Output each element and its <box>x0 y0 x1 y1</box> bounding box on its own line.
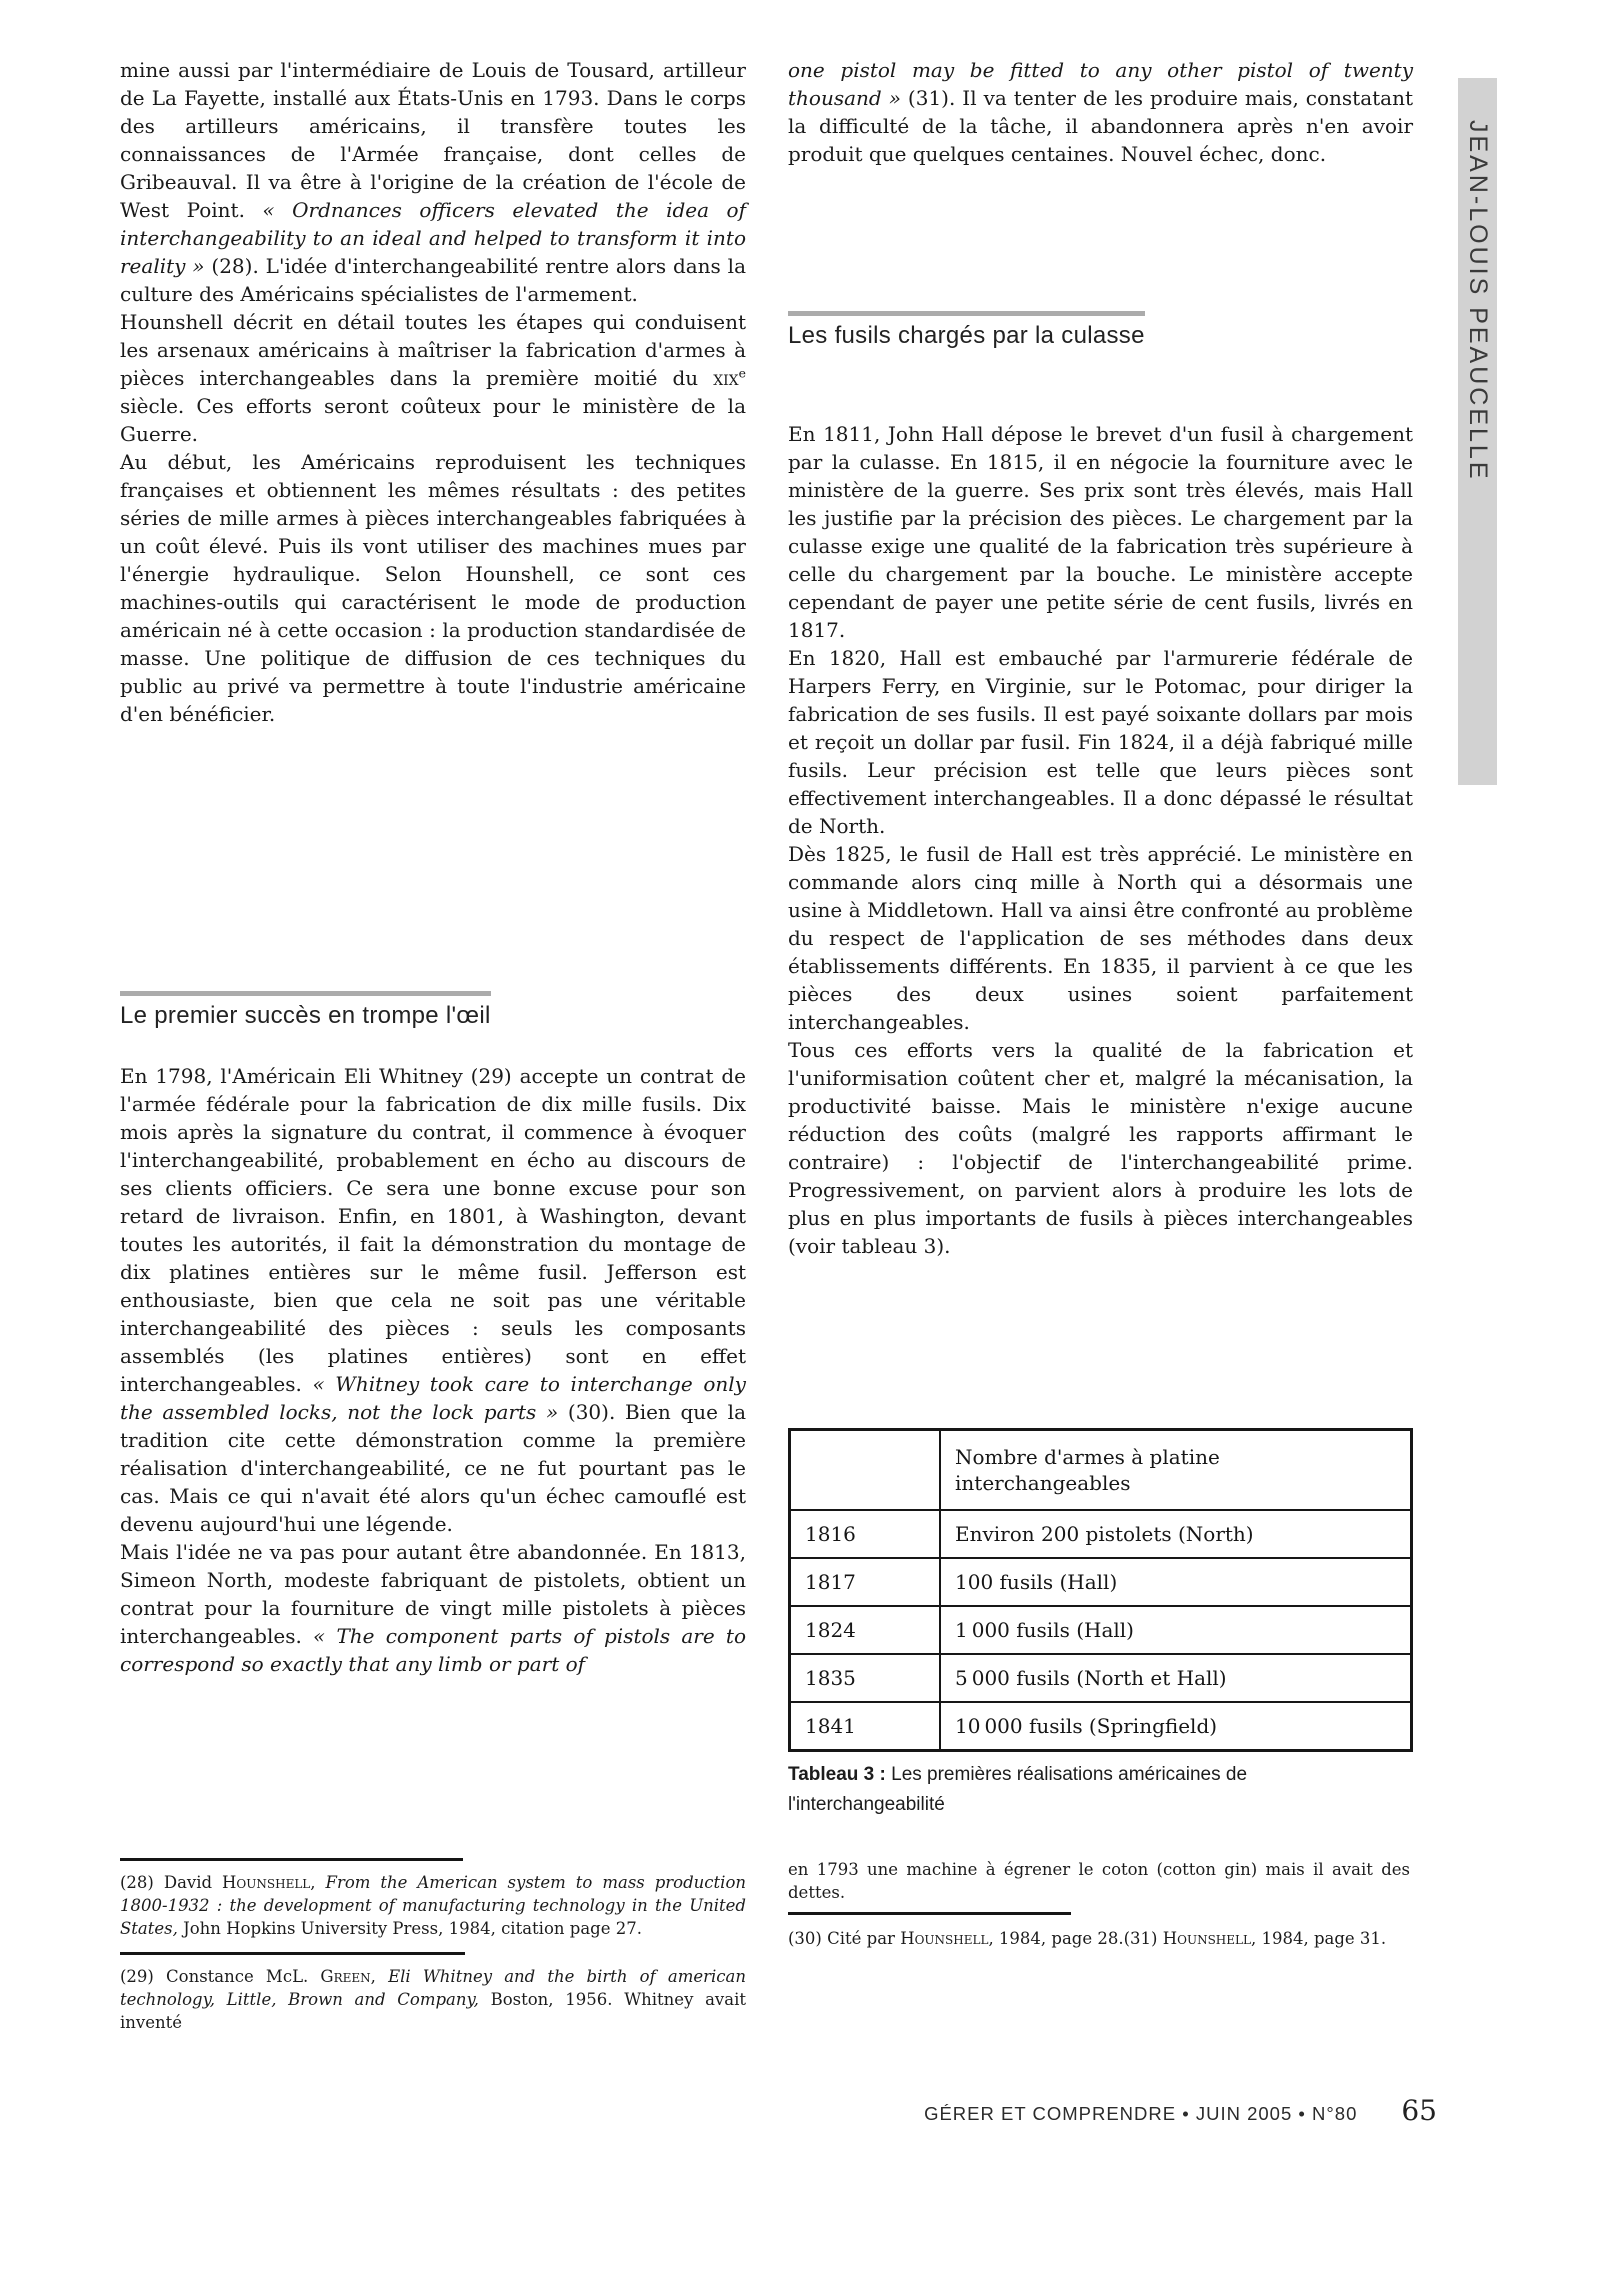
page-footer <box>120 2094 1437 2127</box>
century-superscript: e <box>738 365 746 381</box>
table-header <box>790 1430 1412 1511</box>
bullet-separator: • <box>1298 2103 1306 2124</box>
book-title: From the American system to mass production 1800-1932 : the development of manufacturing technology in the United States, <box>120 1873 746 1938</box>
right-column-block-1 <box>788 420 1413 1260</box>
table-caption-text: Les premières réalisations américaines de l'interchangeabilité <box>788 1764 1248 1815</box>
text-run: John Hopkins University Press, 1984, citation page 27. <box>177 1919 642 1938</box>
table-cell-value: Environ 200 pistolets (North) <box>940 1510 1412 1558</box>
text-run: (28) David <box>120 1873 223 1892</box>
table-row <box>790 1654 1412 1702</box>
text-run: Hounshell décrit en détail toutes les étapes qui conduisent les arsenaux américains à maîtriser la fabrication d'armes à pièces interchangeables dans la première moitié du <box>120 310 746 390</box>
table-header-row <box>790 1430 1412 1511</box>
page-number: 65 <box>1401 2094 1437 2127</box>
english-quote: one pistol may be fitted to any other pistol of twenty thousand » <box>788 58 1413 110</box>
issue-date: JUIN 2005 <box>1195 2103 1293 2124</box>
paragraph-au-debut <box>120 448 746 728</box>
table-cell-year: 1841 <box>790 1702 941 1751</box>
text-run: , 1984, page 31. <box>1250 1929 1387 1948</box>
text-run: En 1811, John Hall dépose le brevet d'un fusil à chargement par la culasse. En 1815, il en négocie la fourniture avec le ministère de la guerre. Ses prix sont très élevés, mais Hall les justifie par la précision des pièces. Le chargement par la culasse exige une qualité de la fabrication très supérieure à celle du chargement par la bouche. Le ministère accepte cependant de payer une petite série de cent fusils, livrés en 1817. <box>788 422 1413 642</box>
footnote-separator-rule <box>120 1858 463 1861</box>
left-column-block-2 <box>120 1062 746 1678</box>
english-quote: « Whitney took care to interchange only the assembled locks, not the lock parts » <box>120 1372 746 1424</box>
footnote-29 <box>120 1965 746 2034</box>
footnotes-left <box>120 1858 746 2034</box>
table-row <box>790 1606 1412 1654</box>
table-header-text: Nombre d'armes à platine interchangeables <box>955 1445 1220 1495</box>
text-run: Tous ces efforts vers la qualité de la fabrication et l'uniformisation coûtent cher et, malgré la mécanisation, la productivité baisse. Mais le ministère n'exige aucune réduction des coûts (malgré les rapports affirmant le contraire) : l'objectif de l'interchangeabilité prime. Progressivement, on parvient alors à produire les lots de plus en plus importants de fusils à pièces interchangeables (voir tableau 3). <box>788 1038 1413 1258</box>
table-cell-value: 1 000 fusils (Hall) <box>940 1606 1412 1654</box>
text-run: (30) Cité par <box>788 1929 901 1948</box>
footnotes-right <box>788 1858 1410 1950</box>
section-heading-premier-succes: Le premier succès en trompe l'œil <box>120 991 491 1030</box>
text-run: mine aussi par l'intermédiaire de Louis de Tousard, artilleur de La Fayette, installé aux États-Unis en 1793. Dans le corps des artilleurs américains, il transfère toutes les connaissances de l'Armée française, dont celles de Gribeauval. Il va être à l'origine de la création de l'école de West Point. <box>120 58 746 222</box>
section-heading-block-right <box>788 311 1145 350</box>
paragraph-one-pistol <box>788 56 1413 168</box>
text-run: Dès 1825, le fusil de Hall est très apprécié. Le ministère en commande alors cinq mille à North qui a désormais une usine à Middletown. Hall va ainsi être confronté au problème du respect de l'application de ses méthodes dans deux établissements différents. En 1835, il parvient à ce que les pièces des deux usines soient parfaitement interchangeables. <box>788 842 1413 1034</box>
table-cell-year: 1835 <box>790 1654 941 1702</box>
text-run: (31). Il va tenter de les produire mais, constatant la difficulté de la tâche, il abandonnera après n'en avoir produit que quelques centaines. Nouvel échec, donc. <box>788 86 1414 166</box>
section-heading-block-left <box>120 991 491 1030</box>
paragraph-hounshell <box>120 308 746 448</box>
paragraph-hall-1825 <box>788 840 1413 1036</box>
table-cell-value: 5 000 fusils (North et Hall) <box>940 1654 1412 1702</box>
table-cell-year: 1824 <box>790 1606 941 1654</box>
text-run: (30). Bien que la tradition cite cette démonstration comme la première réalisation d'interchangeabilité, ce ne fut pourtant pas le cas. Mais ce qui n'avait été alors qu'un échec camouflé est devenu aujourd'hui une légende. <box>120 1400 746 1536</box>
paragraph-north <box>120 1538 746 1678</box>
paragraph-hall-1811 <box>788 420 1413 644</box>
author-small-caps: Green <box>320 1967 371 1986</box>
table-row <box>790 1510 1412 1558</box>
text-run: en 1793 une machine à égrener le coton (cotton gin) mais il avait des dettes. <box>788 1860 1410 1902</box>
table-caption-label: Tableau 3 : <box>788 1764 886 1785</box>
footnote-separator-rule <box>120 1952 465 1955</box>
author-name: JEAN-LOUIS PEAUCELLE <box>1464 120 1492 482</box>
book-title: Eli Whitney and the birth of american technology, Little, Brown and Company, <box>120 1967 746 2009</box>
right-column-block-0 <box>788 56 1413 168</box>
footnote-30-31 <box>788 1927 1410 1950</box>
table-caption <box>788 1760 1388 1820</box>
paragraph-whitney <box>120 1062 746 1538</box>
table-cell-value: 100 fusils (Hall) <box>940 1558 1412 1606</box>
table-header-cell-label <box>940 1430 1412 1511</box>
journal-footer-line <box>924 2103 1357 2125</box>
text-run: , 1984, page 28.(31) <box>988 1929 1163 1948</box>
author-small-caps: Hounshell <box>900 1929 989 1948</box>
footnote-separator-rule <box>788 1912 1071 1915</box>
text-run: siècle. Ces efforts seront coûteux pour le ministère de la Guerre. <box>120 394 746 446</box>
text-run: Boston, 1956. Whitney avait inventé <box>120 1990 746 2032</box>
footnote-29-continuation <box>788 1858 1410 1904</box>
english-quote: « The component parts of pistols are to correspond so exactly that any limb or part of <box>120 1624 746 1676</box>
table-row <box>790 1558 1412 1606</box>
author-sidebar <box>1458 78 1497 785</box>
author-small-caps: Hounshell <box>1162 1929 1251 1948</box>
table-cell-value: 10 000 fusils (Springfield) <box>940 1702 1412 1751</box>
text-run: En 1820, Hall est embauché par l'armurerie fédérale de Harpers Ferry, en Virginie, sur le Potomac, pour diriger la fabrication de ses fusils. Il est payé soixante dollars par mois et reçoit un dollar par fusil. Fin 1824, il a déjà fabriqué mille fusils. Leur précision est telle que leurs pièces sont effectivement interchangeables. Il a donc dépassé le résultat de North. <box>788 646 1413 838</box>
tableau-3-table <box>788 1428 1413 1752</box>
section-heading-fusils-culasse: Les fusils chargés par la culasse <box>788 311 1145 350</box>
table-cell-year: 1816 <box>790 1510 941 1558</box>
paragraph-efforts <box>788 1036 1413 1260</box>
table-row <box>790 1702 1412 1751</box>
text-run: En 1798, l'Américain Eli Whitney (29) accepte un contrat de l'armée fédérale pour la fabrication de dix mille fusils. Dix mois après la signature du contrat, il commence à évoquer l'interchangeabilité, probablement en écho au discours de ses clients officiers. Ce sera une bonne excuse pour son retard de livraison. Enfin, en 1801, à Washington, devant toutes les autorités, il fait la démonstration du montage de dix platines entières sur le même fusil. Jefferson est enthousiaste, bien que cela ne soit pas une véritable interchangeabilité des pièces : seuls les composants assemblés (les platines entières) sont en effet interchangeables. <box>120 1064 746 1396</box>
text-run: , <box>370 1967 389 1986</box>
text-run: Mais l'idée ne va pas pour autant être abandonnée. En 1813, Simeon North, modeste fabriquant de pistolets, obtient un contrat pour la fourniture de vingt mille pistolets à pièces interchangeables. <box>120 1540 746 1648</box>
paragraph-hall-1820 <box>788 644 1413 840</box>
text-run: Au début, les Américains reproduisent les techniques françaises et obtiennent les mêmes résultats : des petites séries de mille armes à pièces interchangeables fabriquées à un coût élevé. Puis ils vont utiliser des machines mues par l'énergie hydraulique. Selon Hounshell, ce sont ces machines-outils qui caractérisent le mode de production américain né à cette occasion : la production standardisée de masse. Une politique de diffusion de ces techniques du public au privé va permettre à toute l'industrie américaine d'en bénéficier. <box>120 450 746 726</box>
text-run: , <box>310 1873 326 1892</box>
bullet-separator: • <box>1182 2103 1190 2124</box>
text-run: (29) Constance McL. <box>120 1967 321 1986</box>
table-body <box>790 1510 1412 1751</box>
text-run: (28). L'idée d'interchangeabilité rentre alors dans la culture des Américains spécialistes de l'armement. <box>120 254 746 306</box>
paragraph-tousard <box>120 56 746 308</box>
journal-title: GÉRER ET COMPRENDRE <box>924 2103 1177 2124</box>
issue-number: N°80 <box>1312 2103 1358 2124</box>
footnote-28 <box>120 1871 746 1940</box>
table-cell-year: 1817 <box>790 1558 941 1606</box>
left-column-block-1 <box>120 56 746 728</box>
century-small-caps: xix <box>713 366 739 390</box>
table-header-cell-empty <box>790 1430 941 1511</box>
author-small-caps: Hounshell <box>222 1873 311 1892</box>
english-quote: « Ordnances officers elevated the idea of interchangeability to an ideal and helped to transform it into reality » <box>120 198 746 278</box>
